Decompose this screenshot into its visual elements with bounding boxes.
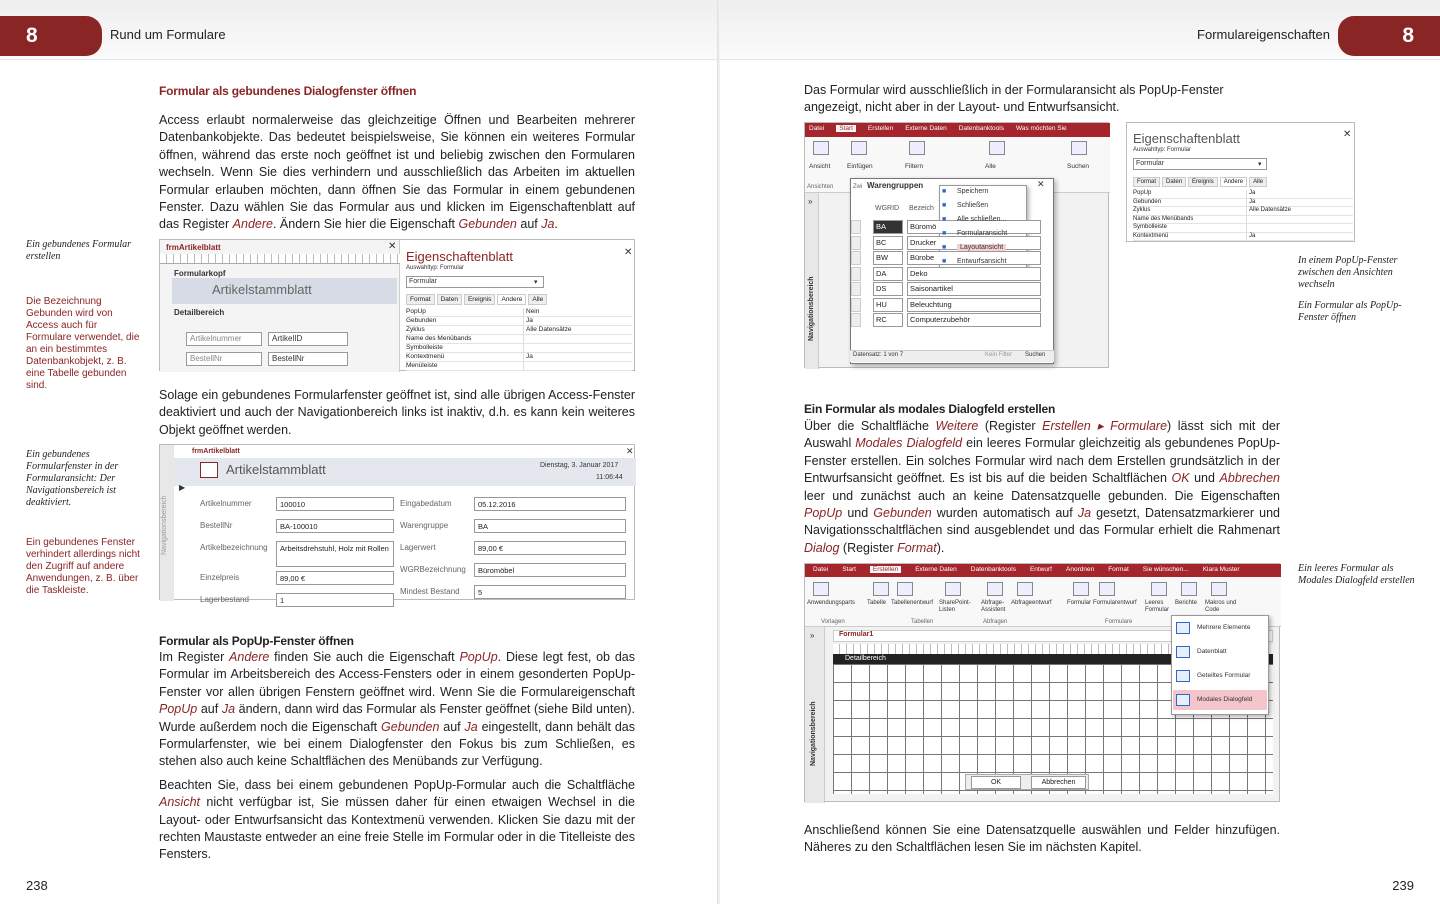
ribbon-icon[interactable] xyxy=(1151,582,1167,596)
ribbon-tab[interactable]: Anordnen xyxy=(1066,566,1095,573)
margin-note: Ein gebundenes Formularfenster in der Formularansicht: Der Navigationsbereich ist deaktiviert. xyxy=(26,449,119,508)
property-name: Kontextmenü xyxy=(406,353,524,361)
property-value[interactable] xyxy=(524,335,526,343)
field-label: Artikelnummer xyxy=(200,499,252,508)
property-name: Gebunden xyxy=(406,317,524,325)
ribbon-tab[interactable]: Datei xyxy=(809,125,825,132)
cell[interactable]: DS xyxy=(873,282,903,296)
field-value[interactable]: 1 xyxy=(276,593,394,607)
context-menu-item[interactable]: Formularansicht xyxy=(957,230,1008,237)
header xyxy=(720,0,1440,60)
property-row xyxy=(406,362,632,371)
property-row xyxy=(1133,216,1353,225)
property-value[interactable] xyxy=(524,362,526,370)
group-label: Ansichten xyxy=(807,184,834,190)
menu-item-icon: ■ xyxy=(942,230,947,237)
context-menu-item[interactable]: Layoutansicht xyxy=(957,244,1006,251)
property-name: PopUp xyxy=(1133,190,1247,198)
tab-format[interactable]: Format xyxy=(1133,177,1160,187)
menu-item-icon xyxy=(1176,694,1190,706)
field-value[interactable]: 100010 xyxy=(276,497,394,511)
menu-item-icon: ■ xyxy=(942,258,947,265)
ribbon-button[interactable]: Makros und Code xyxy=(1205,600,1237,613)
form-tab[interactable]: frmArtikelblatt xyxy=(192,448,240,455)
field-label: Artikelbezeichnung xyxy=(200,543,268,552)
ribbon-button[interactable]: Formular xyxy=(1067,600,1092,606)
property-row xyxy=(1133,233,1353,242)
property-name: PopUp xyxy=(406,308,524,316)
ribbon-tab[interactable]: Datenbanktools xyxy=(970,566,1016,573)
field-value[interactable]: 05.12.2016 xyxy=(474,497,626,511)
margin-note: Ein gebundenes Formular erstellen xyxy=(26,239,131,262)
form-tab[interactable]: frmArtikelblatt xyxy=(166,243,221,252)
property-row xyxy=(406,326,632,335)
close-icon[interactable]: ✕ xyxy=(1037,179,1045,189)
ribbon-tab[interactable]: Was möchten Sie xyxy=(1015,125,1067,132)
form-title: Artikelstammblatt xyxy=(226,462,326,477)
ribbon-button[interactable]: Alle xyxy=(985,163,996,170)
chevron-down-icon[interactable]: ▾ xyxy=(534,279,538,286)
margin-note: Ein gebundenes Fenster verhindert allerdings nicht den Zugriff auf andere Anwendungen, z. B. über die Taskleiste. xyxy=(26,537,140,596)
margin-note: Ein Formular als PopUp-Fenster öffnen xyxy=(1298,300,1402,323)
property-value[interactable] xyxy=(1247,216,1249,224)
ribbon-icon[interactable] xyxy=(813,582,829,596)
field-value[interactable]: Arbeitsdrehstuhl, Holz mit Rollen xyxy=(276,541,394,567)
tab-daten[interactable]: Daten xyxy=(1162,177,1186,187)
paragraph: Über die Schaltfläche Weitere (Register Erstellen ▸ Formulare) lässt sich mit der Auswahl Modales Dialogfeld ein leeres Formular gleichzeitig als gebundenes PopUp-Fenster erstellen. Ein solches Formular wird nach dem Erstellen grundsätzlich in der Entwurfsansicht geöffnet. Es ist bis auf die beiden Schaltflächen OK und Abbrechen leer und zunächst auch an keine Datensatzquelle gebunden. Die Eigenschaften PopUp und Gebunden wurden automatisch auf Ja gesetzt, Datensatzmarkierer und Navigationsschaltflächen sind ausgeblendet und das Formular erhielt die Rahmenart Dialog (Register Format). xyxy=(804,419,1281,555)
ribbon-tab[interactable]: Erstellen xyxy=(870,566,901,573)
property-name: Name des Menübands xyxy=(1133,216,1247,224)
margin-note: Ein leeres Formular als Modales Dialogfeld erstellen xyxy=(1298,563,1415,586)
ribbon-icon[interactable] xyxy=(1211,582,1227,596)
group-label: Vorlagen xyxy=(821,619,845,625)
property-value[interactable]: Ja xyxy=(526,353,533,360)
ribbon-icon[interactable] xyxy=(1017,582,1033,596)
close-icon[interactable]: ✕ xyxy=(626,446,634,456)
ribbon-button[interactable]: SharePoint-Listen xyxy=(939,600,971,613)
menu-item-icon: ■ xyxy=(942,216,947,223)
tab-daten[interactable]: Daten xyxy=(437,294,462,305)
cell[interactable]: Saisonartikel xyxy=(907,282,1041,296)
tab-ereignis[interactable]: Ereignis xyxy=(464,294,495,305)
property-row xyxy=(1133,224,1353,233)
field-value[interactable]: 89,00 € xyxy=(474,541,626,555)
field-label: Warengruppe xyxy=(400,521,449,530)
chevron-icon[interactable]: » xyxy=(808,197,813,206)
property-name: Menüleiste xyxy=(406,362,524,370)
ribbon-icon[interactable] xyxy=(897,582,913,596)
cell[interactable]: Büromö xyxy=(907,220,1041,234)
tab-alle[interactable]: Alle xyxy=(528,294,547,305)
field-label: Lagerbestand xyxy=(200,595,249,604)
context-menu-item[interactable]: Speichern xyxy=(957,188,989,195)
cell[interactable]: Bürobe xyxy=(907,251,1041,265)
property-value[interactable]: Ja xyxy=(1249,198,1256,205)
cell[interactable]: HU xyxy=(873,298,903,312)
field-value[interactable]: 89,00 € xyxy=(276,571,394,585)
property-name: Zyklus xyxy=(1133,207,1247,215)
ribbon-tab[interactable]: Erstellen xyxy=(867,125,894,132)
ribbon-button[interactable]: Einfügen xyxy=(847,163,873,170)
context-menu-item[interactable]: Alle schließen... xyxy=(957,216,1007,223)
field-value[interactable]: Büromöbel xyxy=(474,563,626,577)
tab-andere[interactable]: Andere xyxy=(1220,177,1247,187)
field-value[interactable]: 5 xyxy=(474,585,626,599)
close-icon[interactable]: ✕ xyxy=(624,247,633,258)
ribbon-button[interactable]: Berichte xyxy=(1175,600,1198,606)
ribbon-tab[interactable]: Externe Daten xyxy=(915,566,957,573)
ribbon-icon[interactable] xyxy=(987,582,1003,596)
screenshot-design-view: frmArtikelblatt ✕ Formularkopf Artikelstammblatt Detailbereich Artikelnummer ArtikelID BestellNr BestellNr Eigenschaftenblatt ✕ Auswahltyp: Formular Formular ▾ Format Daten Ereignis Andere Alle PopUp Nein Gebunden Ja Zyklus Alle Datensätze Name des Menübands Symbolleiste Kontextmenü Ja Menüleiste xyxy=(159,239,635,371)
property-name: Gebunden xyxy=(1133,199,1247,207)
property-value[interactable]: Alle Datensätze xyxy=(526,326,572,333)
paragraph: Solage ein gebundenes Formularfenster geöffnet ist, sind alle übrigen Access-Fenster deaktiviert und auch der Navigationbereich links ist inaktiv, d.h. es kann kein weiteres Objekt geöffnet werden. xyxy=(159,388,635,437)
cell[interactable]: Beleuchtung xyxy=(907,298,1041,312)
heading: Ein Formular als modales Dialogfeld erstellen xyxy=(804,402,1056,416)
dropdown-item[interactable]: Modales Dialogfeld xyxy=(1197,696,1253,703)
menu-item-icon xyxy=(1176,622,1190,634)
popup-title: Warengruppen xyxy=(867,181,924,190)
ok-button[interactable]: OK xyxy=(971,776,1021,789)
cell[interactable]: Drucker xyxy=(907,236,1041,250)
column-header: WGRID xyxy=(875,205,900,212)
form-tab[interactable]: Formular1 xyxy=(839,631,874,638)
property-row xyxy=(1133,199,1353,208)
context-menu-item[interactable]: Entwurfsansicht xyxy=(957,258,1007,265)
property-value[interactable] xyxy=(1247,224,1249,232)
screenshot-popup-context-menu: Datei Start Erstellen Externe Daten Datenbanktools Was möchten Sie » Navigationsbereich Warengruppen ✕ Datensatz: 1 von 7 Kein Filter Suchen Ansicht Einfügen Filtern Alle Suchen Ansichten Zwi WGRID Bezeich BA Büromö BC Drucker BW Bürobe DA Deko DS Saisonartikel HU Beleuchtung RC Computerzubehör ■ Speichern ■ Schließen ■ Alle schließen... ■ Formularansicht ■ Layoutansicht ■ Entwurfsansicht xyxy=(804,122,1109,368)
property-name: Zyklus xyxy=(406,326,524,334)
form-title: Artikelstammblatt xyxy=(212,282,312,297)
cell[interactable]: BA xyxy=(873,220,903,234)
tab-format[interactable]: Format xyxy=(406,294,435,305)
property-row xyxy=(1133,190,1353,199)
property-row xyxy=(406,344,632,353)
record-selector[interactable] xyxy=(851,313,861,327)
ribbon-tab[interactable]: Datei xyxy=(813,566,829,573)
page-number: 239 xyxy=(1392,878,1414,893)
property-name: Name des Menübands xyxy=(406,335,524,343)
property-row xyxy=(406,317,632,326)
record-selector-icon[interactable]: ▶ xyxy=(179,483,186,492)
ribbon-tab[interactable]: Start xyxy=(842,566,856,573)
pane-title: Eigenschaftenblatt xyxy=(1133,131,1240,146)
ribbon-tab[interactable]: Klara Muster xyxy=(1202,566,1240,573)
chapter-number: 8 xyxy=(1338,16,1440,56)
header xyxy=(0,0,720,60)
ribbon-tab[interactable]: Sie wünschen... xyxy=(1142,566,1189,573)
tab-alle[interactable]: Alle xyxy=(1249,177,1267,187)
ribbon-button[interactable]: Suchen xyxy=(1067,163,1090,170)
paragraph: Access erlaubt normalerweise das gleichzeitige Öffnen und Bearbeiten mehrerer Datenbankobjekte. Das bedeutet beispielsweise, Sie können ein weiteres Formular öffnen, während das erste noch geöffnet ist und beliebig zwischen den Formularen wechseln. Wenn Sie dies verhindern und ausschließlich das Arbeiten im aktuellen Formular erlauben möchten, dann öffnen Sie das Formular in einem gebundenen Fenster. Dazu wählen Sie das Formular aus und klicken im Eigenschaftenblatt auf das Register Andere. Ändern Sie hier die Eigenschaft Gebunden auf Ja. xyxy=(159,113,635,232)
heading: Formular als PopUp-Fenster öffnen xyxy=(159,634,354,648)
record-selector[interactable] xyxy=(851,267,861,281)
cell[interactable]: RC xyxy=(873,313,903,327)
record-selector[interactable] xyxy=(851,282,861,296)
ribbon-tab[interactable]: Entwurf xyxy=(1029,566,1052,573)
menu-item-icon xyxy=(1176,670,1190,682)
property-value[interactable]: Ja xyxy=(1249,232,1256,239)
property-value[interactable]: Ja xyxy=(1249,190,1256,196)
close-icon[interactable]: ✕ xyxy=(388,241,397,252)
dropdown-item[interactable]: Geteiltes Formular xyxy=(1197,672,1251,679)
ribbon-button[interactable]: Filtern xyxy=(905,163,924,170)
group-label: Zwi xyxy=(853,184,863,190)
ribbon-icon[interactable] xyxy=(851,141,867,155)
heading: Formular als gebundenes Dialogfenster öffnen xyxy=(159,84,417,98)
menu-item-icon: ■ xyxy=(942,202,947,209)
ribbon-button[interactable]: Tabelle xyxy=(867,600,887,606)
selection-dropdown[interactable]: Formular xyxy=(1136,160,1165,167)
property-name: Symbolleiste xyxy=(406,344,524,352)
property-row xyxy=(406,308,632,317)
property-value[interactable]: Nein xyxy=(526,308,540,315)
ribbon-icon[interactable] xyxy=(873,582,889,596)
ribbon-icon[interactable] xyxy=(989,141,1005,155)
field-label: Mindest Bestand xyxy=(400,587,460,596)
dropdown-item[interactable]: Datenblatt xyxy=(1197,648,1227,655)
right-page xyxy=(720,0,1440,904)
paragraph: Das Formular wird ausschließlich in der Formularansicht als PopUp-Fenster angezeigt, nicht aber in der Layout- und Entwurfsansicht. xyxy=(804,83,1224,115)
chapter-number: 8 xyxy=(0,16,102,56)
property-row xyxy=(406,353,632,362)
record-selector[interactable] xyxy=(851,236,861,250)
close-icon[interactable]: ✕ xyxy=(1343,129,1352,140)
record-selector[interactable] xyxy=(851,298,861,312)
ribbon-button[interactable]: Abfrageentwurf xyxy=(1011,600,1052,606)
tab-andere[interactable]: Andere xyxy=(497,294,526,305)
margin-note: In einem PopUp-Fenster zwischen den Ansichten wechseln xyxy=(1298,255,1398,290)
margin-note: Die Bezeichnung Gebunden wird von Access auch für Formulare verwendet, die an ein bestimmtes Datenbankobjekt, z. B. eine Tabelle gebunden sind. xyxy=(26,296,140,391)
property-value[interactable]: Alle Datensätze xyxy=(1249,207,1292,213)
pane-title: Eigenschaftenblatt xyxy=(406,249,513,264)
property-name: Symbolleiste xyxy=(1133,224,1247,232)
group-label: Formulare xyxy=(1105,619,1133,625)
ribbon-button[interactable]: Formularentwurf xyxy=(1093,600,1137,606)
property-row xyxy=(1133,207,1353,216)
property-value[interactable]: Ja xyxy=(526,317,533,324)
ribbon-tab[interactable]: Start xyxy=(836,125,856,132)
paragraph: Im Register Andere finden Sie auch die Eigenschaft PopUp. Diese legt fest, ob das Formular im Arbeitsbereich des Access-Fensters oder in einem gesonderten PopUp-Fenster vor allen übrigen Fenstern geöffnet wird. Wenn Sie die Formulareigenschaft PopUp auf Ja ändern, dann wird das Formular als Fenster geöffnet (siehe Bild unten). Wurde außerdem noch die Eigenschaft Gebunden auf Ja eingestellt, dann behält das Formularfenster, wie bei einem Dialogfenster den Fokus bis zum Schließen, es stehen also auch keine Schaltflächen des Menübands zur Verfügung. Beachten Sie, dass bei einem gebundenen PopUp-Formular auch die Schaltfläche Ansicht nicht verfügbar ist, Sie müssen daher für einen etwaigen Wechsel in die Layout- oder Entwurfsansicht das Kontextmenü verwenden. Klicken Sie dazu mit der rechten Maustaste entweder an eine freie Stelle im Formular oder in die Titelleiste des Fensters. xyxy=(159,650,635,862)
ribbon-button[interactable]: Leeres Formular xyxy=(1145,600,1170,613)
page-number: 238 xyxy=(26,878,48,893)
cancel-button[interactable]: Abbrechen xyxy=(1031,776,1086,789)
ribbon-tab[interactable]: Format xyxy=(1108,566,1129,573)
group-label: Abfragen xyxy=(983,619,1008,625)
screenshot-form-view: Navigationsbereich frmArtikelblatt ✕ Artikelstammblatt Dienstag, 3. Januar 2017 11:06:44 ▶ Artikelnummer 100010 BestellNr BA-100010 Artikelbezeichnung Arbeitsdrehstuhl, Holz mit Rollen Einzelpreis 89,00 € Lagerbestand 1 Eingabedatum 05.12.2016 Warengruppe BA Lagerwert 89,00 € WGRBezeichnung Büromöbel Mindest Bestand 5 xyxy=(159,444,635,600)
field-label: Eingabedatum xyxy=(400,499,452,508)
field-value[interactable]: BA-100010 xyxy=(276,519,394,533)
ribbon-icon[interactable] xyxy=(1073,582,1089,596)
ribbon-icon[interactable] xyxy=(945,582,961,596)
ribbon-button[interactable]: Abfrage-Assistent xyxy=(981,600,1006,613)
field-label: BestellNr xyxy=(200,521,233,530)
ribbon-tab[interactable]: Datenbanktools xyxy=(958,125,1004,132)
ribbon-tab[interactable]: Externe Daten xyxy=(905,125,947,132)
cell[interactable]: Deko xyxy=(907,267,1041,281)
cell[interactable]: BC xyxy=(873,236,903,250)
tab-ereignis[interactable]: Ereignis xyxy=(1188,177,1218,187)
chapter-title: Rund um Formulare xyxy=(110,27,226,42)
record-selector[interactable] xyxy=(851,220,861,234)
property-name: Kontextmenü xyxy=(1133,233,1247,241)
ribbon-icon[interactable] xyxy=(813,141,829,155)
cell[interactable]: DA xyxy=(873,267,903,281)
property-value[interactable] xyxy=(524,344,526,352)
ribbon-button[interactable]: Tabellenentwurf xyxy=(891,600,934,606)
menu-item-icon xyxy=(1176,646,1190,658)
field-value[interactable]: BA xyxy=(474,519,626,533)
record-selector[interactable] xyxy=(851,251,861,265)
selection-dropdown[interactable]: Formular xyxy=(409,278,438,285)
column-header: Bezeich xyxy=(909,205,934,212)
field-label: WGRBezeichnung xyxy=(400,565,466,574)
dropdown-item[interactable]: Mehrere Elemente xyxy=(1197,624,1251,631)
ribbon-button[interactable]: Ansicht xyxy=(809,163,831,170)
group-label: Tabellen xyxy=(911,619,934,625)
cell[interactable]: Computerzubehör xyxy=(907,313,1041,327)
ribbon-icon[interactable] xyxy=(1071,141,1087,155)
field-label: Einzelpreis xyxy=(200,573,240,582)
ribbon-button[interactable]: Anwendungsparts xyxy=(807,600,856,606)
ribbon-icon[interactable] xyxy=(1099,582,1115,596)
chevron-icon[interactable]: » xyxy=(810,631,815,640)
property-row xyxy=(406,335,632,344)
screenshot-modal-dialog: Datei Start Erstellen Externe Daten Datenbanktools Entwurf Anordnen Format Sie wünschen... Klara Muster » Navigationsbereich Formular1 Detailbereich OK Abbrechen Anwendungsparts Tabelle Tabellenentwurf SharePoint-Listen Abfrage-Assistent Abfrageentwurf Formular Formularentwurf Leeres Formular Berichte Makros und Code Vorlagen Tabellen Abfragen Formulare Mehrere Elemente Datenblatt Geteiltes Formular Modales Dialogfeld xyxy=(804,563,1280,802)
chevron-down-icon[interactable]: ▾ xyxy=(1258,161,1262,168)
chapter-title: Formulareigenschaften xyxy=(1197,27,1330,42)
ribbon-icon[interactable] xyxy=(909,141,925,155)
section-label: Formularkopf xyxy=(174,269,226,278)
menu-item-icon: ■ xyxy=(942,244,947,251)
context-menu-item[interactable]: Schließen xyxy=(957,202,989,209)
ribbon-icon[interactable] xyxy=(1181,582,1197,596)
section-label: Detailbereich xyxy=(174,308,225,317)
cell[interactable]: BW xyxy=(873,251,903,265)
menu-item-icon: ■ xyxy=(942,188,947,195)
paragraph: Anschließend können Sie eine Datensatzquelle auswählen und Felder hinzufügen. Näheres zu den Schaltflächen lesen Sie im nächsten Kapitel. xyxy=(804,823,1280,855)
field-label: Lagerwert xyxy=(400,543,436,552)
screenshot-property-sheet: Eigenschaftenblatt ✕ Auswahltyp: Formular Formular ▾ Format Daten Ereignis Andere Alle PopUp Ja Gebunden Ja Zyklus Alle Datensätze Name des Menübands Symbolleiste Kontextmenü Ja xyxy=(1126,122,1355,242)
